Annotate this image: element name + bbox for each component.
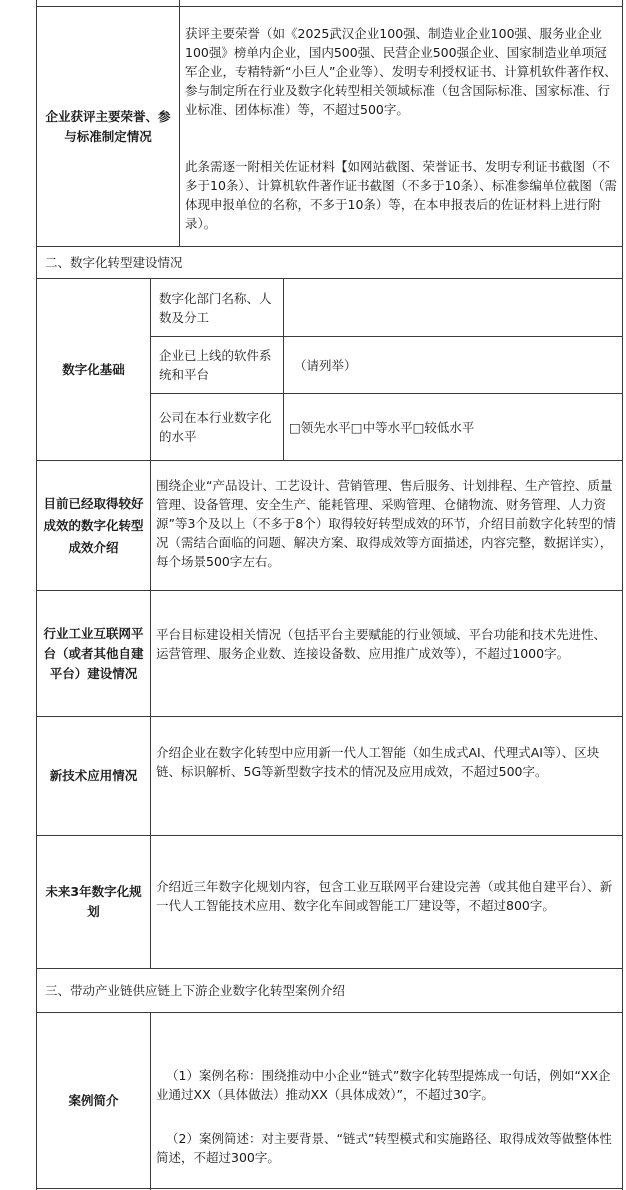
industry-level-options[interactable]: □领先水平□中等水平□较低水平 [289,419,475,435]
software-systems-value[interactable]: （请列举） [294,357,357,373]
industry-level-label: 公司在本行业数字化的水平 [159,410,272,444]
honors-description: 获评主要荣誉（如《2025武汉企业100强、制造业企业100强、服务业企业100强》榜单内企业，国内500强、民营企业500强企业、国家制造业单项冠军企业，专精特新“小巨人”企业等）、发明专利授权证书、计算机软件著作权、参与制定所在行业及数字化转型相关领域标准（包含国际标准、国家标准、行业标准、团体标准）等，不超过500字。 [185,26,617,117]
platform-description: 平台目标建设相关情况（包括平台主要赋能的行业领域、平台功能和技术先进性、运营管理、服务企业数、连接设备数、应用推广成效等），不超过1000字。 [156,627,607,661]
honors-content [180,5,622,246]
digital-dept-label: 数字化部门名称、人数及分工 [159,290,272,325]
honors-evidence-note: 此条需逐一附相关佐证材料【如网站截图、荣誉证书、发明专利证书截图（不多于10条）、计算机软件著作证书截图（不多于10条）、标准参编单位截图（需体现申报单位的名称，不多于10条）等，在本申报表后的佐证材料上进行附录）。 [185,159,617,231]
future-plan-description: 介绍近三年数字化规划内容，包含工业互联网平台建设完善（或其他自建平台）、新一代人工智能技术应用、数字化车间或智能工厂建设等，不超过800字。 [156,879,613,913]
honors-label: 企业获评主要荣誉、参与标准制定情况 [45,108,171,144]
case-name-instruction: （1）案例名称：围绕推动中小企业“链式”数字化转型提炼成一句话，例如“XX企业通过XX（具体做法）推动XX（具体成效）”，不超过30字。 [156,1068,611,1102]
case-intro-label: 案例简介 [68,1092,119,1108]
platform-label: 行业工业互联网平台（或者其他自建平台）建设情况 [43,625,144,681]
achievements-label: 目前已经取得较好成效的数字化转型成效介绍 [43,495,144,555]
digital-dept-value[interactable] [284,279,622,336]
section-3-title: 三、带动产业链供应链上下游企业数字化转型案例介绍 [45,983,346,998]
case-intro-content [151,1047,622,1177]
new-tech-label: 新技术应用情况 [49,768,138,783]
digital-base-label: 数字化基础 [62,361,125,377]
achievements-description: 围绕企业“产品设计、工艺设计、营销管理、售后服务、计划排程、生产管控、质量管理、设备管理、安全生产、能耗管理、采购管理、仓储物流、财务管理、人力资源”等3个及以上（不多于8个）取得较好转型成效的环节，介绍目前数字化转型的情况（需结合面临的问题、解决方案、取得成效等方面描述，内容完整，数据详实），每个场景500字左右。 [156,478,616,569]
row-divider [36,1188,623,1189]
software-systems-label: 企业已上线的软件系统和平台 [159,348,272,382]
future-plan-label: 未来3年数字化规划 [45,884,142,919]
section-2-title: 二、数字化转型建设情况 [45,255,183,270]
case-summary-instruction: （2）案例简述：对主要背景、“链式”转型模式和实施路径、取得成效等做整体性简述，不超过300字。 [156,1131,612,1165]
new-tech-description: 介绍企业在数字化转型中应用新一代人工智能（如生成式AI、代理式AI等）、区块链、标识解析、5G等新型数字技术的情况及应用成效，不超过500字。 [156,745,600,779]
table-border-right [622,0,623,1190]
